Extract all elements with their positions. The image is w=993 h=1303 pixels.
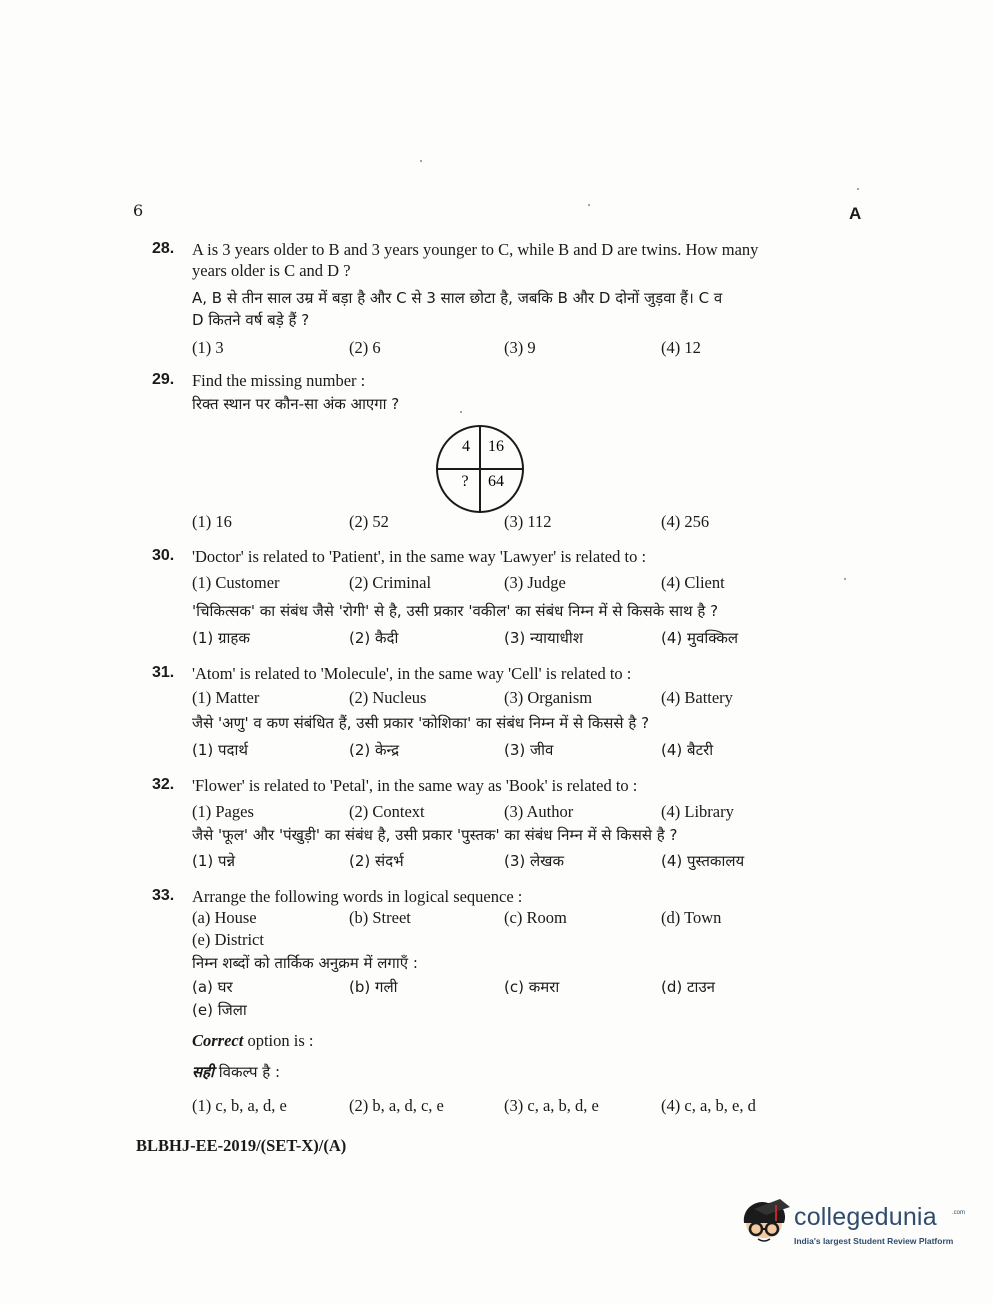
correct-emphasis-hi: सही — [192, 1063, 214, 1081]
q33-word-hi-d: (d) टाउन — [661, 978, 715, 996]
q31-option-en-4: (4) Battery — [661, 688, 733, 707]
q32-option-hi-3: (3) लेखक — [504, 852, 564, 870]
q33-option-1: (1) c, b, a, d, e — [192, 1096, 287, 1115]
q32-option-hi-1: (1) पन्ने — [192, 852, 236, 870]
question-number-31: 31. — [152, 664, 175, 681]
q31-option-hi-3: (3) जीव — [504, 741, 554, 759]
q32-option-en-3: (3) Author — [504, 802, 574, 821]
q32-english-line-1: 'Flower' is related to 'Petal', in the same way as 'Book' is related to : — [192, 776, 638, 795]
q31-option-en-3: (3) Organism — [504, 688, 593, 707]
q31-option-en-1: (1) Matter — [192, 688, 260, 707]
q28-option-3: (3) 9 — [504, 338, 536, 357]
q30-hindi-line-1: 'चिकित्सक' का संबंध जैसे 'रोगी' से है, उसी प्रकार 'वकील' का संबंध निम्न में से किसके साथ है ? — [192, 602, 719, 620]
paper-code: BLBHJ-EE-2019/(SET-X)/(A) — [136, 1136, 347, 1155]
q28-hindi-line-1: A, B से तीन साल उम्र में बड़ा है और C से 3 साल छोटा है, जबकि B और D दोनों जुड़वा हैं। C व — [192, 289, 723, 307]
q30-option-en-1: (1) Customer — [192, 573, 280, 592]
q30-option-hi-4: (4) मुवक्किल — [661, 629, 739, 647]
circle-cell-bottom-left: ? — [461, 473, 469, 490]
q32-option-hi-4: (4) पुस्तकालय — [661, 852, 745, 870]
q28-english-line-2: years older is C and D ? — [192, 261, 351, 280]
q33-english-line-1: Arrange the following words in logical sequence : — [192, 887, 523, 906]
q29-option-3: (3) 112 — [504, 512, 552, 531]
q31-option-hi-4: (4) बैटरी — [661, 741, 714, 759]
q30-option-en-2: (2) Criminal — [349, 573, 432, 592]
q31-option-hi-1: (1) पदार्थ — [192, 741, 248, 759]
q31-english-line-1: 'Atom' is related to 'Molecule', in the same way 'Cell' is related to : — [192, 664, 632, 683]
logo-mascot-icon — [736, 1195, 792, 1257]
q30-option-en-3: (3) Judge — [504, 573, 566, 592]
q33-word-hi-c: (c) कमरा — [504, 978, 560, 996]
q33-option-4: (4) c, a, b, e, d — [661, 1096, 756, 1115]
set-letter: A — [849, 204, 862, 223]
correct-rest-hi: विकल्प है : — [214, 1063, 281, 1081]
logo-suffix: .com — [952, 1210, 966, 1216]
scan-speck — [588, 204, 590, 206]
q33-word-en-d: (d) Town — [661, 908, 722, 927]
q33-option-2: (2) b, a, d, c, e — [349, 1096, 444, 1115]
number-circle-figure — [435, 424, 525, 514]
correct-emphasis: Correct — [192, 1031, 244, 1050]
q33-option-3: (3) c, a, b, d, e — [504, 1096, 599, 1115]
page-number: 6 — [133, 201, 144, 220]
q28-option-2: (2) 6 — [349, 338, 381, 357]
q29-hindi-line-1: रिक्त स्थान पर कौन-सा अंक आएगा ? — [192, 395, 400, 413]
question-number-33: 33. — [152, 887, 175, 904]
circle-cell-top-left: 4 — [462, 438, 470, 455]
q33-word-hi-e: (e) जिला — [192, 1001, 247, 1019]
q33-word-en-b: (b) Street — [349, 908, 411, 927]
q33-word-en-e: (e) District — [192, 930, 264, 949]
q28-option-4: (4) 12 — [661, 338, 701, 357]
q33-correct-option-label-en — [192, 1031, 313, 1051]
q32-option-en-1: (1) Pages — [192, 802, 254, 821]
scan-speck — [460, 411, 462, 413]
q28-english-line-1: A is 3 years older to B and 3 years younger to C, while B and D are twins. How many — [192, 240, 759, 259]
logo-tagline: India's largest Student Review Platform — [794, 1236, 954, 1246]
q30-option-hi-1: (1) ग्राहक — [192, 629, 250, 647]
q30-option-hi-2: (2) कैदी — [349, 629, 399, 647]
q28-option-1: (1) 3 — [192, 338, 224, 357]
question-number-30: 30. — [152, 547, 175, 564]
collegedunia-logo — [736, 1195, 966, 1257]
question-number-28: 28. — [152, 240, 175, 257]
q29-option-4: (4) 256 — [661, 512, 710, 531]
correct-rest: option is : — [243, 1031, 314, 1050]
q32-option-hi-2: (2) संदर्भ — [349, 852, 404, 870]
q33-hindi-line-1: निम्न शब्दों को तार्किक अनुक्रम में लगाएँ : — [192, 954, 418, 972]
circle-cell-top-right: 16 — [488, 438, 504, 455]
q31-option-hi-2: (2) केन्द्र — [349, 741, 400, 759]
q31-hindi-line-1: जैसे 'अणु' व कण संबंधित हैं, उसी प्रकार 'कोशिका' का संबंध निम्न में से किससे है ? — [192, 714, 650, 732]
q32-hindi-line-1: जैसे 'फूल' और 'पंखुड़ी' का संबंध है, उसी प्रकार 'पुस्तक' का संबंध निम्न में से किससे है ? — [192, 826, 678, 844]
q29-option-1: (1) 16 — [192, 512, 232, 531]
q33-word-hi-b: (b) गली — [349, 978, 398, 996]
q30-english-line-1: 'Doctor' is related to 'Patient', in the same way 'Lawyer' is related to : — [192, 547, 647, 566]
q33-word-en-a: (a) House — [192, 908, 257, 927]
q31-option-en-2: (2) Nucleus — [349, 688, 427, 707]
q29-option-2: (2) 52 — [349, 512, 389, 531]
q28-hindi-line-2: D कितने वर्ष बड़े हैं ? — [192, 311, 310, 329]
q30-option-hi-3: (3) न्यायाधीश — [504, 629, 583, 647]
scan-speck — [844, 578, 846, 580]
circle-cell-bottom-right: 64 — [488, 473, 504, 490]
question-number-29: 29. — [152, 371, 175, 388]
q32-option-en-2: (2) Context — [349, 802, 425, 821]
q30-option-en-4: (4) Client — [661, 573, 725, 592]
q33-word-en-c: (c) Room — [504, 908, 567, 927]
q29-english-line-1: Find the missing number : — [192, 371, 366, 390]
scan-speck — [857, 188, 859, 190]
q33-word-hi-a: (a) घर — [192, 978, 233, 996]
q33-correct-option-label-hi — [192, 1062, 280, 1082]
scan-speck — [420, 160, 422, 162]
logo-wordmark: collegedunia — [794, 1203, 937, 1231]
q32-option-en-4: (4) Library — [661, 802, 734, 821]
question-number-32: 32. — [152, 776, 175, 793]
